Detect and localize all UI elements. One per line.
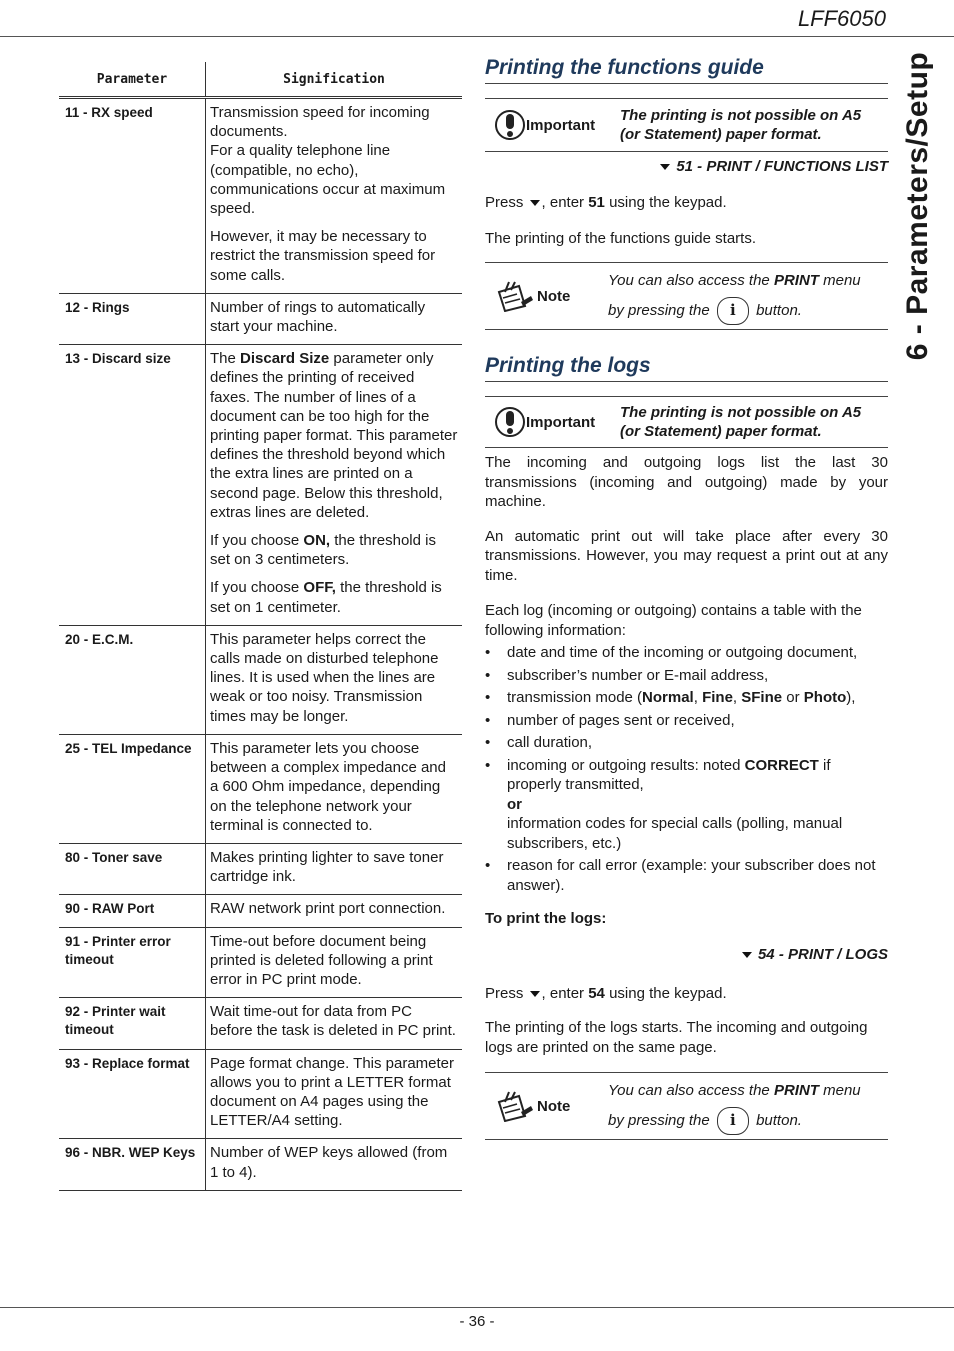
menu-path: 54 - PRINT / LOGS — [485, 946, 888, 963]
logs-title: Printing the logs — [485, 354, 651, 377]
parameter-description: Number of rings to automatically start your machine. — [206, 293, 463, 344]
col-header-parameter: Parameter — [59, 62, 206, 98]
parameter-description: The Discard Size parameter only defines the printing of received faxes. The number of lines of a document can be too high for the printing paper format. This parameter defines the threshold beyond which the extra lines are printed on a second page. Below this threshold, extras lines are deleted. If you choose ON, the threshold is set on 3 centimeters. If you choose OFF, the threshold is set on 1 centimeter. — [206, 345, 463, 626]
col-header-signification: Signification — [206, 62, 463, 98]
log-info-list — [485, 643, 888, 895]
important-text: The printing is not possible on A5 (or Statement) paper format. — [620, 106, 862, 143]
to-print-heading: To print the logs: — [485, 910, 607, 927]
parameter-description: RAW network print port connection. — [206, 895, 463, 927]
parameter-description: Time-out before document being printed is deleted following a print error in PC print mode. — [206, 927, 463, 998]
parameter-name: 80 - Toner save — [59, 843, 206, 894]
parameter-name: 90 - RAW Port — [59, 895, 206, 927]
list-item: • call duration, — [485, 733, 888, 753]
page-number: - 36 - — [459, 1313, 495, 1330]
parameter-description: This parameter helps correct the calls made on disturbed telephone lines. It is used when the lines are weak or too noisy. Transmission times may be longer. — [206, 625, 463, 734]
note-icon — [495, 1090, 535, 1122]
parameter-name: 96 - NBR. WEP Keys — [59, 1139, 206, 1190]
footer-rule — [0, 1307, 954, 1308]
header-rule — [0, 36, 954, 37]
important-label: Important — [526, 413, 596, 431]
functions-guide-section — [485, 56, 888, 330]
table-row — [59, 293, 462, 344]
model-name: LFF6050 — [797, 6, 886, 31]
logs-para-2: An automatic print out will take place after every 30 transmissions. However, you may request a print out at any time. — [485, 527, 888, 584]
parameter-name: 12 - Rings — [59, 293, 206, 344]
note-box — [485, 262, 888, 330]
parameter-name: 20 - E.C.M. — [59, 625, 206, 734]
parameter-description: Page format change. This parameter allows you to print a LETTER format document on A4 pages using the LETTER/A4 setting. — [206, 1049, 463, 1139]
parameter-name: 11 - RX speed — [59, 98, 206, 294]
down-arrow-icon — [660, 164, 670, 170]
parameter-description: Wait time-out for data from PC before the task is deleted in PC print. — [206, 998, 463, 1049]
press-instruction: Press , enter 51 using the keypad. — [485, 194, 727, 211]
note-box — [485, 1072, 888, 1140]
parameter-description: Number of WEP keys allowed (from 1 to 4). — [206, 1139, 463, 1190]
table-row — [59, 98, 462, 294]
info-button-icon: i — [717, 297, 749, 325]
table-row — [59, 895, 462, 927]
parameter-table-body — [59, 98, 462, 1191]
table-row — [59, 1139, 462, 1190]
press-instruction: Press , enter 54 using the keypad. — [485, 984, 727, 1002]
parameter-name: 25 - TEL Impedance — [59, 734, 206, 843]
parameter-name: 13 - Discard size — [59, 345, 206, 626]
important-text: The printing is not possible on A5 (or Statement) paper format. — [620, 403, 862, 440]
logs-para-3: Each log (incoming or outgoing) contains a table with the following information: — [485, 602, 862, 639]
menu-path: 51 - PRINT / FUNCTIONS LIST — [485, 158, 888, 175]
parameter-description: Transmission speed for incoming documents. For a quality telephone line (compatible, no echo), communications occur at maximum speed. However, it may be necessary to restrict the transmission speed for some calls. — [206, 98, 463, 294]
note-label: Note — [537, 1097, 571, 1115]
list-item: • subscriber’s number or E-mail address, — [485, 666, 888, 686]
chapter-tab — [888, 46, 948, 366]
parameter-name: 91 - Printer error timeout — [59, 927, 206, 998]
list-item: • transmission mode (Normal, Fine, SFine or Photo), — [485, 688, 888, 708]
parameter-name: 92 - Printer wait timeout — [59, 998, 206, 1049]
info-button-icon: i — [717, 1107, 749, 1135]
parameter-description: Makes printing lighter to save toner cartridge ink. — [206, 843, 463, 894]
result-text: The printing of the logs starts. The incoming and outgoing logs are printed on the same page. — [485, 1019, 868, 1056]
chapter-title: 6 - Parameters/Setup — [901, 51, 934, 361]
important-icon — [494, 109, 526, 141]
table-row — [59, 345, 462, 626]
important-label: Important — [526, 116, 596, 134]
important-box — [485, 396, 888, 448]
list-item: • date and time of the incoming or outgoing document, — [485, 643, 888, 663]
functions-guide-title: Printing the functions guide — [485, 56, 764, 79]
important-icon — [494, 406, 526, 438]
note-text: You can also access the PRINT menu by pressing the i button. — [608, 1076, 861, 1136]
list-item: • incoming or outgoing results: noted CORRECT if properly transmitted, or information codes for special calls (polling, manual subscribers, etc.) — [485, 756, 888, 854]
list-item: • reason for call error (example: your subscriber does not answer). — [485, 856, 888, 895]
important-box — [485, 98, 888, 152]
result-text: The printing of the functions guide starts. — [485, 229, 756, 247]
parameter-table — [59, 62, 462, 1191]
table-row — [59, 1049, 462, 1139]
table-row — [59, 734, 462, 843]
parameter-description: This parameter lets you choose between a complex impedance and a 600 Ohm impedance, depending on the telephone network your terminal is connected to. — [206, 734, 463, 843]
down-arrow-icon — [530, 200, 540, 206]
note-text: You can also access the PRINT menu by pressing the i button. — [608, 266, 861, 326]
note-icon — [495, 280, 535, 312]
table-row — [59, 843, 462, 894]
note-label: Note — [537, 287, 571, 305]
table-row — [59, 625, 462, 734]
logs-para-1: The incoming and outgoing logs list the last 30 transmissions (incoming and outgoing) made by your machine. — [485, 454, 888, 510]
logs-section — [485, 354, 888, 1140]
table-row — [59, 927, 462, 998]
list-item: • number of pages sent or received, — [485, 711, 888, 731]
down-arrow-icon — [742, 952, 752, 958]
down-arrow-icon — [530, 991, 540, 997]
parameter-name: 93 - Replace format — [59, 1049, 206, 1139]
table-row — [59, 998, 462, 1049]
